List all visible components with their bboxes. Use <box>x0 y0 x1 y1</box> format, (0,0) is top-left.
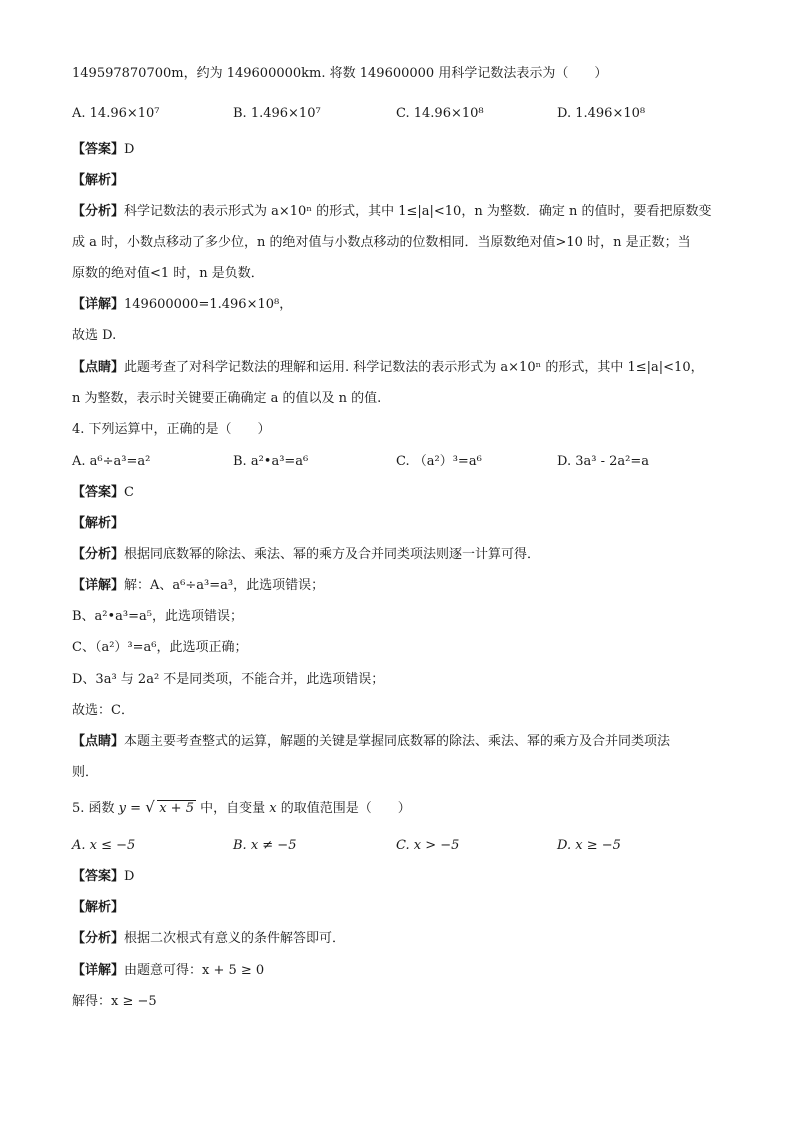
xiangjie-text: 由题意可得：x + 5 ≥ 0 <box>124 963 265 978</box>
dianjing-tag: 【点睛】 <box>72 734 125 749</box>
xiangjie-tag: 【详解】 <box>72 297 125 312</box>
q4-option-b: B. a²•a³=a⁶ <box>233 454 309 469</box>
q5-answer <box>72 867 732 887</box>
q5-stem-suffix: 中，自变量 <box>195 801 270 816</box>
q4-xiangjie-line-1 <box>72 576 732 596</box>
q3-xiangjie-line-1 <box>72 295 732 315</box>
q4-xiangjie-line-3: C、（a²）³=a⁶，此选项正确； <box>72 640 248 655</box>
q4-option-d: D. 3a³ - 2a²=a <box>557 454 649 469</box>
xiangjie-tag: 【详解】 <box>72 578 125 593</box>
dianjing-text: 此题考查了对科学记数法的理解和运用. 科学记数法的表示形式为 a×10ⁿ 的形式，其中 1≤|a|<10， <box>124 360 704 375</box>
q3-dianjing-line-2: n 为整数，表示时关键要正确确定 a 的值以及 n 的值. <box>72 391 382 406</box>
q5-xiangjie-line-2: 解得：x ≥ −5 <box>72 994 157 1009</box>
sqrt-symbol <box>147 799 196 819</box>
q5-fenxi-line-1 <box>72 929 732 949</box>
q4-xiangjie-line-2: B、a²•a³=a⁵，此选项错误； <box>72 609 243 624</box>
analysis-tag: 【解析】 <box>72 900 125 915</box>
q5-var-y: y <box>118 801 127 816</box>
q5-analysis-heading <box>72 898 732 918</box>
q4-dianjing-line-1 <box>72 732 732 752</box>
q3-option-a: A. 14.96×10⁷ <box>72 106 160 121</box>
q3-option-b: B. 1.496×10⁷ <box>233 106 321 121</box>
analysis-tag: 【解析】 <box>72 173 125 188</box>
q5-option-d: D. x ≥ −5 <box>557 838 621 853</box>
xiangjie-tag: 【详解】 <box>72 963 125 978</box>
q4-fenxi-line-1 <box>72 545 732 565</box>
fenxi-text: 科学记数法的表示形式为 a×10ⁿ 的形式，其中 1≤|a|<10，n 为整数．确定 n 的值时，要看把原数变 <box>124 204 712 219</box>
answer-value: C <box>124 485 134 500</box>
q3-xiangjie-line-2: 故选 D. <box>72 328 117 343</box>
q4-analysis-heading <box>72 514 732 534</box>
q5-stem-end: 的取值范围是（ ） <box>276 801 411 816</box>
fenxi-tag: 【分析】 <box>72 204 125 219</box>
xiangjie-text: 149600000=1.496×10⁸， <box>124 297 293 312</box>
q4-answer <box>72 483 732 503</box>
analysis-tag: 【解析】 <box>72 516 125 531</box>
q4-stem: 4. 下列运算中，正确的是（ ） <box>72 422 271 437</box>
q5-stem-prefix: 5. 函数 <box>72 801 119 816</box>
q4-dianjing-line-2: 则． <box>72 765 99 780</box>
fenxi-text: 根据同底数幂的除法、乘法、幂的乘方及合并同类项法则逐一计算可得． <box>124 547 541 562</box>
q3-option-c: C. 14.96×10⁸ <box>396 106 484 121</box>
q3-fenxi-line-2: 成 a 时，小数点移动了多少位，n 的绝对值与小数点移动的位数相同．当原数绝对值>10 时，n 是正数；当 <box>72 235 691 250</box>
q5-equals: = <box>126 801 146 816</box>
q4-option-a: A. a⁶÷a³=a² <box>72 454 151 469</box>
q4-option-c: C. （a²）³=a⁶ <box>396 454 482 469</box>
fenxi-text: 根据二次根式有意义的条件解答即可． <box>124 931 346 946</box>
answer-tag: 【答案】 <box>72 485 125 500</box>
q5-stem <box>72 799 732 819</box>
answer-value: D <box>124 142 135 157</box>
q4-xiangjie-line-4: D、3a³ 与 2a² 不是同类项，不能合并，此选项错误； <box>72 672 385 687</box>
q3-fenxi-line-1 <box>72 202 732 222</box>
answer-value: D <box>124 869 135 884</box>
dianjing-tag: 【点睛】 <box>72 360 125 375</box>
fenxi-tag: 【分析】 <box>72 931 125 946</box>
q5-var-x: x <box>269 801 277 816</box>
q3-answer <box>72 140 732 160</box>
answer-tag: 【答案】 <box>72 869 125 884</box>
q3-dianjing-line-1 <box>72 358 732 378</box>
q5-xiangjie-line-1 <box>72 961 732 981</box>
q3-option-d: D. 1.496×10⁸ <box>557 106 646 121</box>
fenxi-tag: 【分析】 <box>72 547 125 562</box>
q5-radicand: x + 5 <box>159 801 194 816</box>
q3-analysis-heading <box>72 171 732 191</box>
q3-stem-tail: 149597870700m，约为 149600000km. 将数 149600000 用科学记数法表示为（ ） <box>72 66 608 81</box>
q3-fenxi-line-3: 原数的绝对值<1 时，n 是负数． <box>72 266 264 281</box>
q5-option-c: C. x > −5 <box>396 838 460 853</box>
dianjing-text: 本题主要考查整式的运算，解题的关键是掌握同底数幂的除法、乘法、幂的乘方及合并同类项法 <box>124 734 671 749</box>
xiangjie-text: 解：A、a⁶÷a³=a³，此选项错误； <box>124 578 325 593</box>
answer-tag: 【答案】 <box>72 142 125 157</box>
q5-option-a: A. x ≤ −5 <box>72 838 136 853</box>
q4-xiangjie-line-5: 故选：C． <box>72 703 134 718</box>
q5-option-b: B. x ≠ −5 <box>233 838 297 853</box>
